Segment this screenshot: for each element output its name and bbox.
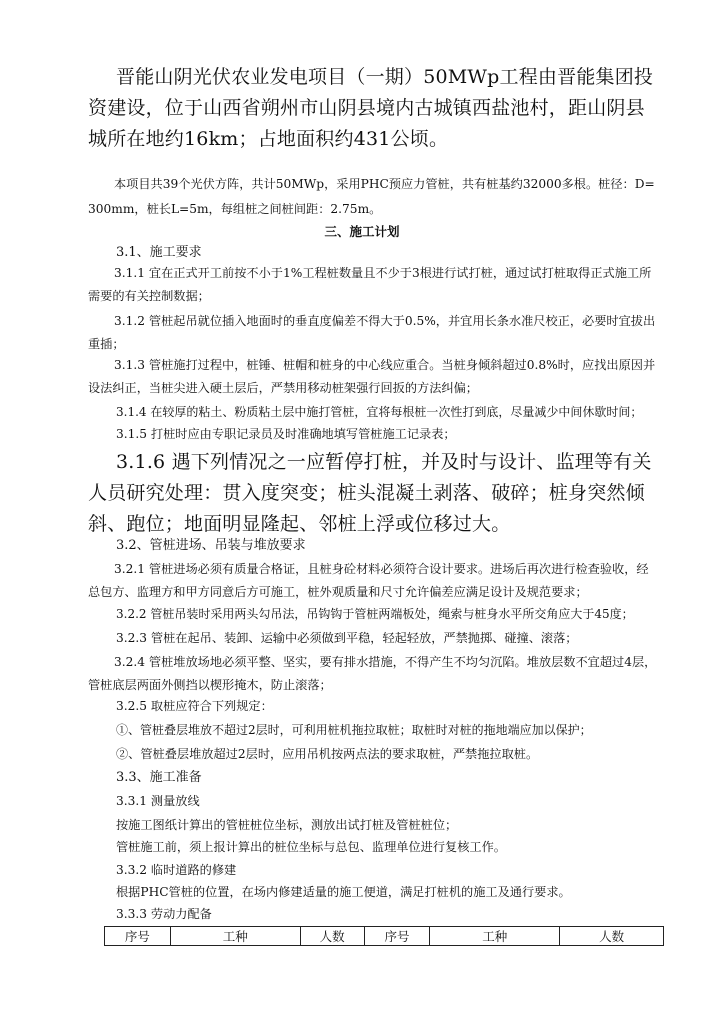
item-3-3-1-heading: 3.3.1 测量放线 <box>116 794 200 808</box>
header-seq-2: 序号 <box>364 927 430 946</box>
section-3-3-title: 3.3、施工准备 <box>116 770 202 785</box>
item-3-3-2-heading: 3.3.2 临时道路的修建 <box>116 863 237 877</box>
item-3-1-2: 3.1.2 管桩起吊就位插入地面时的垂直度偏差不得大于0.5%，并宜用长条水准尺校正，必要时宜拔出重插； <box>88 314 656 351</box>
header-count-2: 人数 <box>560 927 664 946</box>
item-3-1-5: 3.1.5 打桩时应由专职记录员及时准确地填写管桩施工记录表； <box>116 427 456 441</box>
intro-paragraph-1: 晋能山阴光伏农业发电项目（一期）50MWp工程由晋能集团投资建设，位于山西省朔州市山阴县境内古城镇西盐池村，距山阴县城所在地约16km；占地面积约431公顷。 <box>88 66 654 150</box>
item-3-1-6: 3.1.6 遇下列情况之一应暂停打桩，并及时与设计、监理等有关人员研究处理：贯入度突变；桩头混凝土剥落、破碎；桩身突然倾斜、跑位；地面明显隆起、邻桩上浮或位移过大。 <box>88 451 652 535</box>
item-3-3-1-text-2: 管桩施工前，须上报计算出的桩位坐标与总包、监理单位进行复核工作。 <box>116 840 506 854</box>
item-3-2-4: 3.2.4 管桩堆放场地必须平整、坚实，要有排水措施，不得产生不均匀沉陷。堆放层数不宜超过4层，管桩底层两面外侧挡以楔形掩木，防止滚落； <box>88 655 657 692</box>
item-3-1-1: 3.1.1 宜在正式开工前按不小于1%工程桩数量且不少于3根进行试打桩，通过试打桩取得正式施工所需要的有关控制数据； <box>88 266 652 303</box>
item-3-2-3: 3.2.3 管桩在起吊、装卸、运输中必须做到平稳，轻起轻放，严禁抛掷、碰撞、滚落； <box>116 631 578 645</box>
labor-table <box>104 926 664 946</box>
header-trade-1: 工种 <box>170 927 300 946</box>
rule-2: ②、管桩叠层堆放超过2层时，应用吊机按两点法的要求取桩，严禁拖拉取桩。 <box>116 747 539 761</box>
header-seq-1: 序号 <box>105 927 171 946</box>
chapter-title: 三、施工计划 <box>324 224 400 239</box>
item-3-2-2: 3.2.2 管桩吊装时采用两头勾吊法，吊钩钩于管桩两端板处，绳索与桩身水平所交角应大于45度； <box>116 607 634 621</box>
item-3-3-2-text: 根据PHC管桩的位置，在场内修建适量的施工便道，满足打桩机的施工及通行要求。 <box>116 885 571 899</box>
item-3-2-1: 3.2.1 管桩进场必须有质量合格证，且桩身砼材料必须符合设计要求。进场后再次进行检查验收，经总包方、监理方和甲方同意后方可施工，桩外观质量和尺寸允许偏差应满足设计及规范要求； <box>88 562 649 599</box>
rule-1: ①、管桩叠层堆放不超过2层时，可利用桩机拖拉取桩；取桩时对桩的拖地端应加以保护； <box>116 723 592 737</box>
labor-table-header-row <box>105 927 664 946</box>
item-3-2-5: 3.2.5 取桩应符合下列规定： <box>116 699 273 713</box>
item-3-1-3: 3.1.3 管桩施打过程中，桩锤、桩帽和桩身的中心线应重合。当桩身倾斜超过0.8%时，应找出原因并设法纠正，当桩尖进入硬土层后，严禁用移动桩架强行回扳的方法纠偏； <box>88 358 656 395</box>
header-count-1: 人数 <box>300 927 364 946</box>
item-3-1-4: 3.1.4 在较厚的粘土、粉质粘土层中施打管桩，宜将每根桩一次性打到底，尽量减少中间休歇时间； <box>116 405 643 419</box>
header-trade-2: 工种 <box>430 927 560 946</box>
item-3-3-1-text-1: 按施工图纸计算出的管桩桩位坐标，测放出试打桩及管桩桩位； <box>116 818 458 832</box>
section-3-2-title: 3.2、管桩进场、吊装与堆放要求 <box>116 538 306 553</box>
item-3-3-3-heading: 3.3.3 劳动力配备 <box>116 907 212 921</box>
section-3-1-title: 3.1、施工要求 <box>116 245 202 260</box>
intro-paragraph-2: 本项目共39个光伏方阵，共计50MWp，采用PHC预应力管桩，共有桩基约32000多根。桩径：D=300mm，桩长L=5m，每组桩之间桩间距：2.75m。 <box>88 177 655 216</box>
